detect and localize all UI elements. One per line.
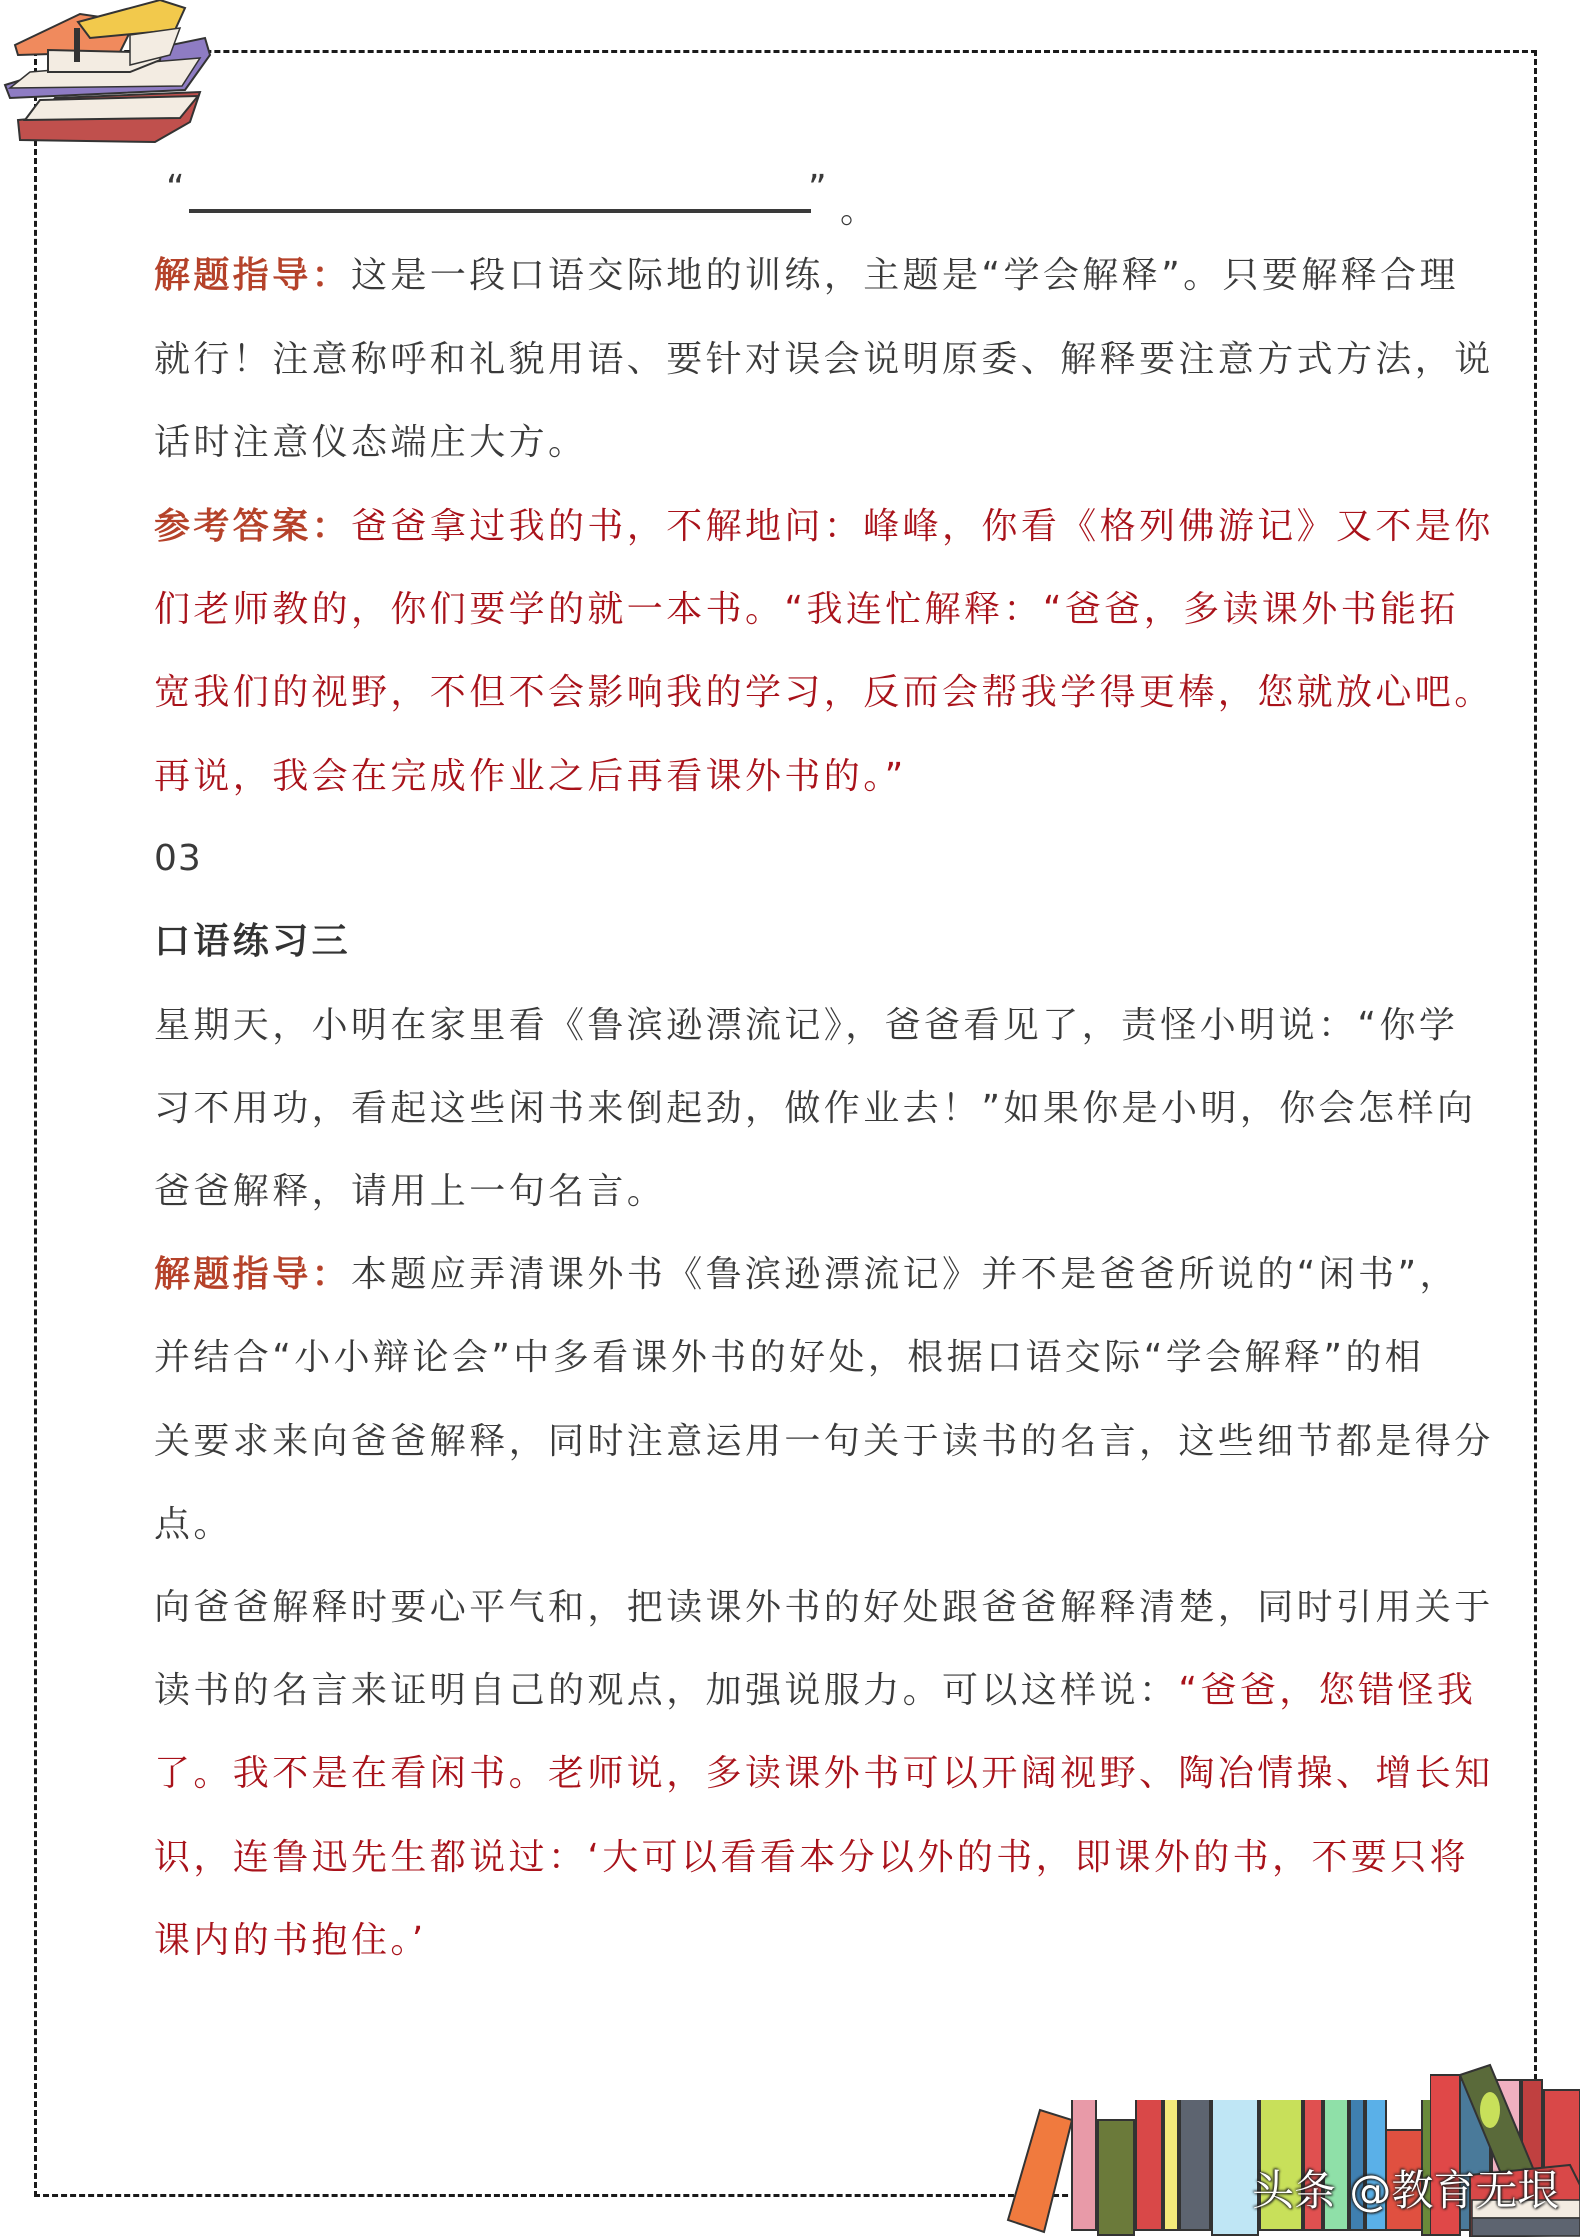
answer-line: 再说，我会在完成作业之后再看课外书的。” bbox=[154, 756, 907, 797]
answer-label: 参考答案： bbox=[154, 506, 352, 547]
open-quote: “ bbox=[166, 168, 185, 209]
guide-line: 并结合“小小辩论会”中多看课外书的好处，根据口语交际“学会解释”的相 bbox=[154, 1337, 1425, 1378]
explain-text: 向爸爸解释时要心平气和，把读课外书的好处跟爸爸解释清楚，同时引用关于 bbox=[154, 1587, 1494, 1628]
explain-quote: “爸爸，您错怪我 bbox=[1178, 1670, 1477, 1711]
watermark: 头条 @教育无垠 bbox=[1252, 2166, 1560, 2215]
explain-line bbox=[154, 1911, 1422, 1971]
explain-text: 读书的名言来证明自己的观点，加强说服力。可以这样说： bbox=[154, 1670, 1179, 1711]
explain-quote: 了。我不是在看闲书。老师说，多读课外书可以开阔视野、陶冶情操、增长知 bbox=[154, 1753, 1494, 1794]
close-quote: ” bbox=[808, 168, 827, 209]
answer-blank-underline bbox=[189, 209, 811, 213]
answer-line bbox=[154, 497, 1494, 557]
answer-text: 爸爸拿过我的书，不解地问：峰峰，你看《格列佛游记》又不是你 bbox=[351, 506, 1494, 547]
white-overlay bbox=[960, 2020, 1430, 2100]
guide-line bbox=[154, 246, 1459, 306]
period: 。 bbox=[840, 190, 877, 231]
explain-line bbox=[154, 1661, 1477, 1721]
section-title: 口语练习三 bbox=[154, 921, 352, 962]
explain-line bbox=[154, 1828, 1470, 1888]
guide-line: 关要求来向爸爸解释，同时注意运用一句关于读书的名言，这些细节都是得分 bbox=[154, 1421, 1494, 1462]
answer-line: 宽我们的视野，不但不会影响我的学习，反而会帮我学得更棒，您就放心吧。 bbox=[154, 672, 1494, 713]
guide-line: 就行！注意称呼和礼貌用语、要针对误会说明原委、解释要注意方式方法，说 bbox=[154, 339, 1494, 380]
question-line: 星期天，小明在家里看《鲁滨逊漂流记》，爸爸看见了，责怪小明说：“你学 bbox=[154, 1005, 1459, 1046]
book-stack-icon bbox=[0, 0, 230, 150]
question-line: 习不用功，看起这些闲书来倒起劲，做作业去！”如果你是小明，你会怎样向 bbox=[154, 1088, 1477, 1129]
guide-label: 解题指导： bbox=[154, 1254, 352, 1295]
guide-line: 点。 bbox=[154, 1504, 233, 1545]
guide-label: 解题指导： bbox=[154, 255, 352, 296]
guide-line: 话时注意仪态端庄大方。 bbox=[154, 422, 588, 463]
section-number: 03 bbox=[154, 838, 202, 879]
guide-text: 本题应弄清课外书《鲁滨逊漂流记》并不是爸爸所说的“闲书”， bbox=[351, 1254, 1459, 1295]
explain-quote: 课内的书抱住。’ bbox=[154, 1920, 427, 1961]
explain-line bbox=[154, 1744, 1494, 1804]
question-line: 爸爸解释，请用上一句名言。 bbox=[154, 1171, 667, 1212]
explain-quote: 识，连鲁迅先生都说过：‘大可以看看本分以外的书，即课外的书，不要只将 bbox=[154, 1837, 1470, 1878]
guide-text: 这是一段口语交际地的训练，主题是“学会解释”。只要解释合理 bbox=[351, 255, 1459, 296]
explain-line bbox=[154, 1578, 1494, 1638]
answer-line: 们老师教的，你们要学的就一本书。“我连忙解释：“爸爸，多读课外书能拓 bbox=[154, 589, 1459, 630]
guide-line bbox=[154, 1245, 1459, 1305]
